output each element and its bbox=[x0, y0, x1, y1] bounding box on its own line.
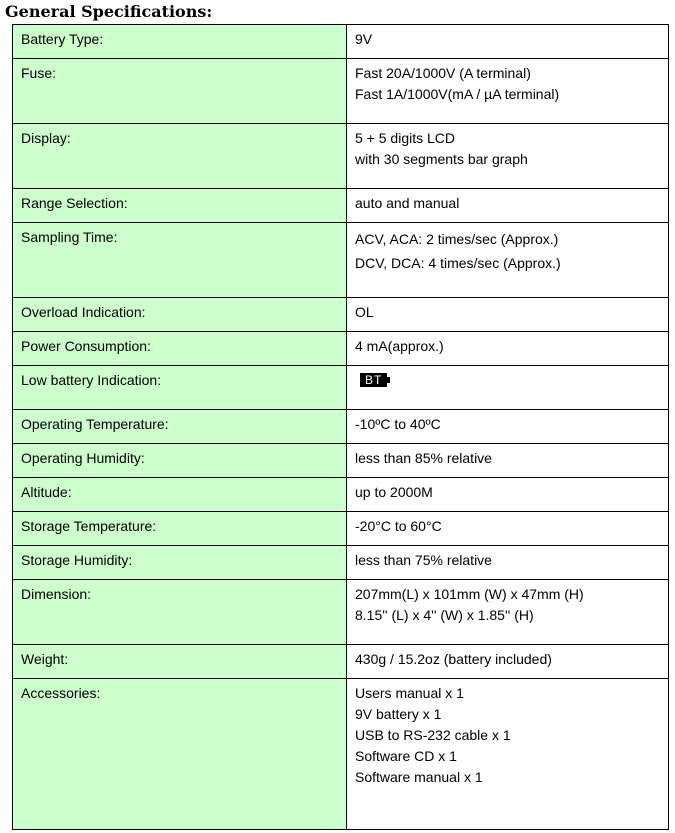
spec-value-line: 5 + 5 digits LCD bbox=[355, 130, 455, 146]
spec-value bbox=[347, 189, 669, 223]
spec-label: Operating Humidity: bbox=[13, 444, 347, 478]
spec-label: Fuse: bbox=[13, 59, 347, 124]
table-row bbox=[13, 679, 669, 830]
spec-label: Range Selection: bbox=[13, 189, 347, 223]
spec-value-line: USB to RS-232 cable x 1 bbox=[355, 727, 511, 743]
spec-value bbox=[347, 124, 669, 189]
table-row bbox=[13, 478, 669, 512]
spec-label: Overload Indication: bbox=[13, 298, 347, 332]
spec-value bbox=[347, 298, 669, 332]
spec-value bbox=[347, 223, 669, 298]
spec-label: Display: bbox=[13, 124, 347, 189]
spec-value bbox=[347, 366, 669, 410]
spec-value-line: Fast 20A/1000V (A terminal) bbox=[355, 65, 531, 81]
low-battery-icon: BT bbox=[360, 373, 387, 387]
spec-value-line: Software CD x 1 bbox=[355, 748, 457, 764]
spec-value-line: Users manual x 1 bbox=[355, 685, 464, 701]
spec-value-line: 430g / 15.2oz (battery included) bbox=[355, 651, 552, 667]
spec-value-line: 9V battery x 1 bbox=[355, 706, 442, 722]
spec-label: Low battery Indication: bbox=[13, 366, 347, 410]
spec-value bbox=[347, 679, 669, 830]
spec-value bbox=[347, 512, 669, 546]
spec-value-line: less than 75% relative bbox=[355, 552, 492, 568]
spec-value bbox=[347, 332, 669, 366]
table-row bbox=[13, 25, 669, 59]
spec-value-line: 4 mA(approx.) bbox=[355, 338, 444, 354]
spec-value bbox=[347, 478, 669, 512]
table-row bbox=[13, 223, 669, 298]
spec-label: Accessories: bbox=[13, 679, 347, 830]
spec-value bbox=[347, 444, 669, 478]
spec-value-line: up to 2000M bbox=[355, 484, 433, 500]
spec-value-line: DCV, DCA: 4 times/sec (Approx.) bbox=[355, 255, 561, 271]
spec-label: Sampling Time: bbox=[13, 223, 347, 298]
spec-label: Power Consumption: bbox=[13, 332, 347, 366]
spec-value-line: Software manual x 1 bbox=[355, 769, 483, 785]
spec-value-line: auto and manual bbox=[355, 195, 460, 211]
spec-label: Dimension: bbox=[13, 580, 347, 645]
spec-value bbox=[347, 410, 669, 444]
spec-value bbox=[347, 59, 669, 124]
table-row bbox=[13, 410, 669, 444]
table-row bbox=[13, 366, 669, 410]
spec-value-line: with 30 segments bar graph bbox=[355, 151, 528, 167]
spec-value-line: -20°C to 60°C bbox=[355, 518, 442, 534]
spec-label: Operating Temperature: bbox=[13, 410, 347, 444]
spec-label: Storage Temperature: bbox=[13, 512, 347, 546]
table-row bbox=[13, 298, 669, 332]
spec-label: Storage Humidity: bbox=[13, 546, 347, 580]
spec-value-line: less than 85% relative bbox=[355, 450, 492, 466]
spec-value-line: 8.15'' (L) x 4'' (W) x 1.85'' (H) bbox=[355, 607, 534, 623]
spec-table bbox=[12, 24, 669, 830]
spec-value-line: -10ºC to 40ºC bbox=[355, 416, 441, 432]
spec-value-line: 207mm(L) x 101mm (W) x 47mm (H) bbox=[355, 586, 584, 602]
spec-value bbox=[347, 580, 669, 645]
spec-value-line: ACV, ACA: 2 times/sec (Approx.) bbox=[355, 231, 559, 247]
spec-label: Altitude: bbox=[13, 478, 347, 512]
table-row bbox=[13, 512, 669, 546]
spec-label: Weight: bbox=[13, 645, 347, 679]
spec-value bbox=[347, 25, 669, 59]
spec-value bbox=[347, 546, 669, 580]
table-row bbox=[13, 59, 669, 124]
table-row bbox=[13, 124, 669, 189]
spec-value-line: 9V bbox=[355, 31, 373, 47]
table-row bbox=[13, 332, 669, 366]
table-row bbox=[13, 580, 669, 645]
table-row bbox=[13, 546, 669, 580]
table-row bbox=[13, 645, 669, 679]
table-row bbox=[13, 189, 669, 223]
page-title: General Specifications: bbox=[5, 2, 213, 21]
table-row bbox=[13, 444, 669, 478]
spec-value-line: Fast 1A/1000V(mA / µA terminal) bbox=[355, 86, 560, 102]
spec-value bbox=[347, 645, 669, 679]
spec-label: Battery Type: bbox=[13, 25, 347, 59]
spec-value-line: OL bbox=[355, 304, 374, 320]
